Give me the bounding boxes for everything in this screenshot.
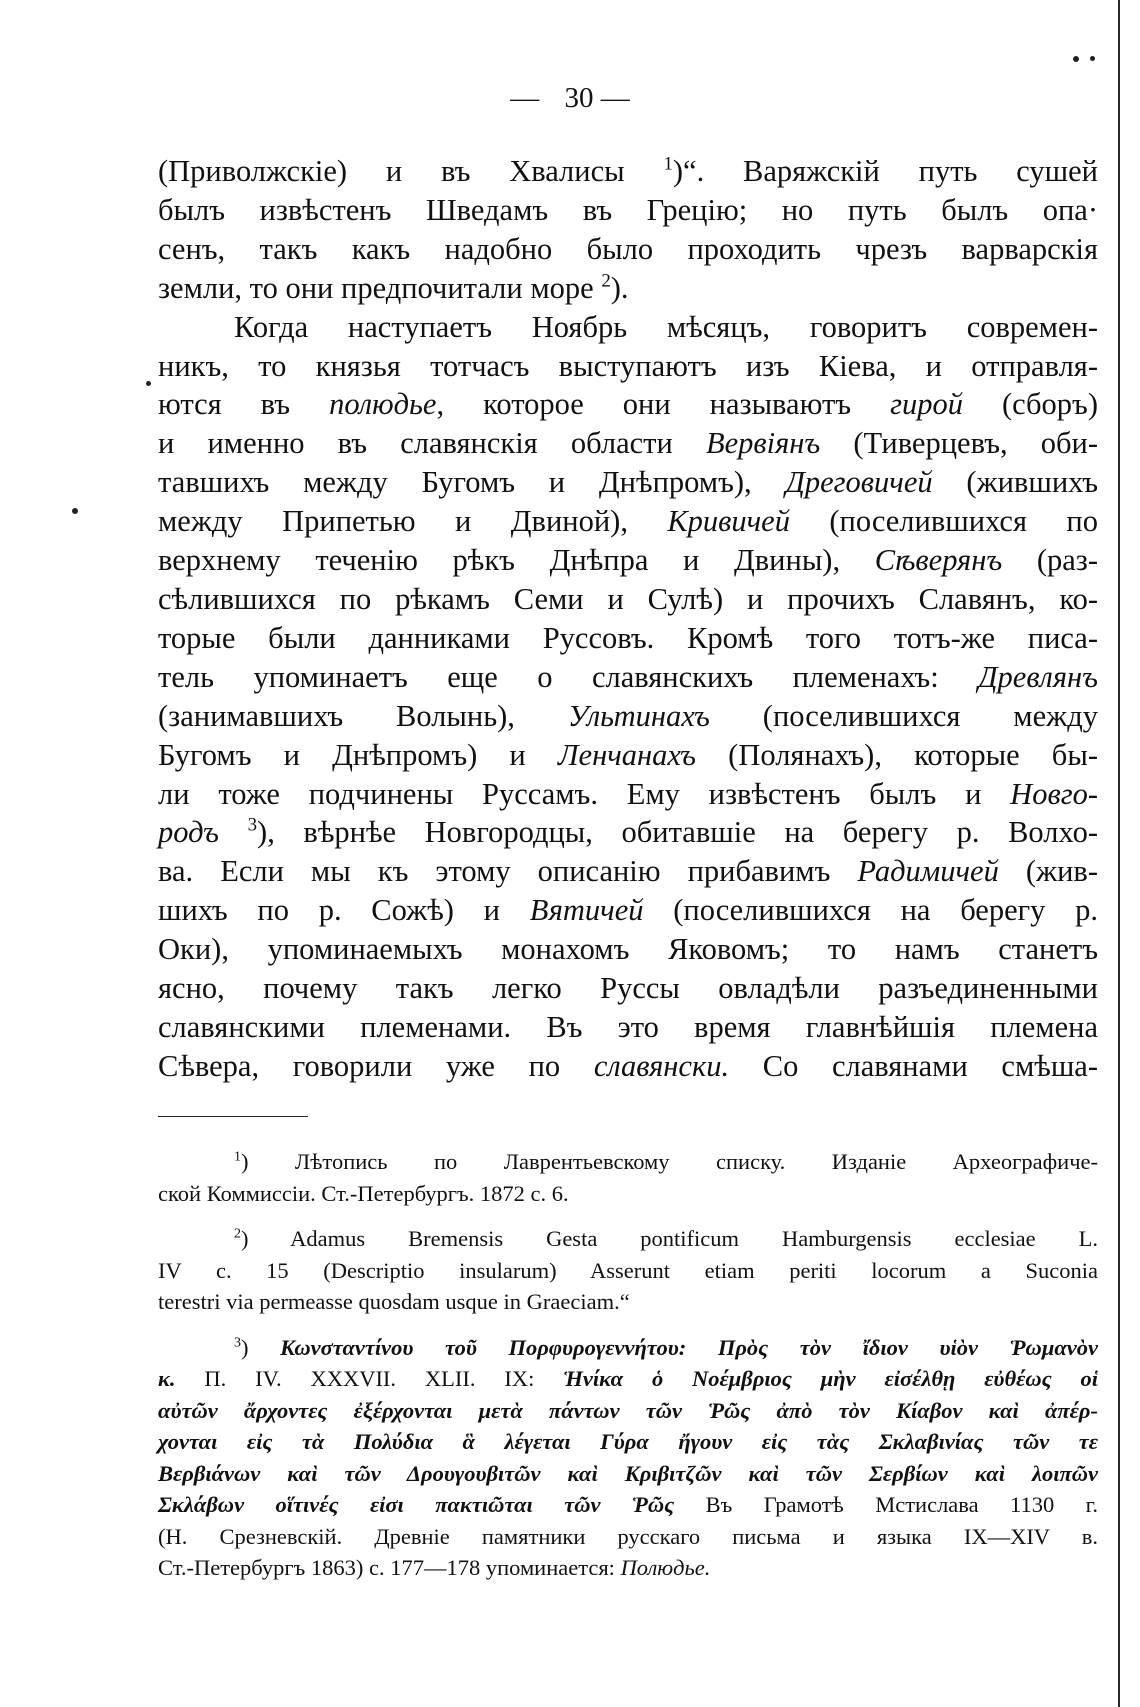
- italic-term: полюдье: [329, 387, 437, 422]
- greek-text: χονται εἰς τὰ Πολύδια ἃ λέγεται Γύρα ἤγουν εἰς τὰς Σκλαβινίας τῶν τε: [158, 1429, 1098, 1454]
- text-line: [158, 813, 1098, 852]
- text-line: [158, 930, 1098, 969]
- text-run: (поселившихся на берегу р.: [643, 893, 1098, 928]
- text-run: (Тиверцевъ, оби-: [820, 426, 1098, 461]
- text-run: Когда наступаетъ Ноябрь мѣсяцъ, говоритъ современ-: [234, 309, 1098, 344]
- text-run: terestri via permeasse quosdam usque in Graeciam.“: [158, 1289, 630, 1314]
- italic-term: Ленчанахъ: [557, 737, 697, 772]
- text-run: ясно, почему такъ легко Руссы овладѣли разъединенными: [158, 971, 1098, 1006]
- text-run: земли, то они предпочитали море: [158, 270, 602, 305]
- text-run: ской Коммиссіи. Ст.-Петербургъ. 1872 с. 6.: [158, 1180, 569, 1206]
- text-run: торые были данниками Руссовъ. Кромѣ того тотъ-же писа-: [158, 620, 1098, 655]
- greek-text: αὐτῶν ἄρχοντες ἐξέρχονται μετὰ πάντων τῶν Ῥῶς ἀπὸ τὸν Κίαβον καὶ ἀπέρ-: [158, 1397, 1098, 1423]
- text-run: )“. Варяжскій путь сушей: [672, 154, 1099, 188]
- text-run: тавшихъ между Бугомъ и Днѣпромъ),: [158, 465, 786, 500]
- text-line: [158, 424, 1098, 463]
- text-run: и именно въ славянскія области: [158, 426, 706, 461]
- text-run: (Н. Срезневскій. Древніе памятники русскаго письма и языка IX—XIV в.: [158, 1523, 1098, 1549]
- text-run: никъ, то князья тотчасъ выступаютъ изъ Кіева, и отправля-: [158, 348, 1098, 383]
- page-number: — 30 —: [510, 82, 630, 114]
- text-line: [158, 502, 1098, 541]
- italic-term: Древлянъ: [978, 659, 1098, 694]
- footnote-line: [158, 1458, 1098, 1490]
- footnote-ref: 3: [247, 815, 258, 837]
- text-run: (поселившихся по: [789, 504, 1098, 539]
- text-run: [219, 815, 248, 849]
- text-line: [158, 385, 1098, 424]
- italic-term: Вервіянъ: [705, 426, 821, 461]
- text-run: ): [240, 1334, 281, 1360]
- text-run: (Приволжскіе) и въ Хвалисы: [158, 154, 664, 188]
- footnotes: [158, 1146, 1098, 1598]
- page-edge-rule: [1118, 0, 1120, 1707]
- text-run: верхнему теченію рѣкъ Днѣпра и Двины),: [158, 543, 875, 578]
- italic-term: Ультинахъ: [567, 698, 710, 733]
- text-run: ются въ: [158, 387, 330, 422]
- italic-term: Кривичей: [667, 504, 790, 539]
- text-run: ва. Если мы къ этому описанію прибавимъ: [158, 854, 858, 889]
- text-run: (занимавшихъ Волынь),: [158, 698, 568, 733]
- text-run: Бугомъ и Днѣпромъ) и: [158, 737, 558, 772]
- footnote-line: [158, 1178, 1098, 1210]
- italic-term: Дреговичей: [785, 465, 933, 500]
- italic-term: славянски.: [593, 1048, 730, 1083]
- text-run: , которое они называютъ: [436, 387, 891, 422]
- text-run: Въ Грамотѣ Мстислава 1130 г.: [674, 1492, 1098, 1517]
- footnote-line: [158, 1521, 1098, 1553]
- text-line: [158, 191, 1098, 230]
- text-line: [158, 347, 1098, 386]
- scan-speck: [146, 381, 151, 386]
- footnote-line: [158, 1395, 1098, 1427]
- text-run: (жив-: [998, 854, 1098, 889]
- footnote-line: [158, 1552, 1098, 1584]
- footnote-ref: 2: [601, 270, 611, 292]
- text-run: Оки), упоминаемыхъ монахомъ Яковомъ; то намъ станетъ: [158, 932, 1098, 967]
- text-run: П. IV. XXXVII. XLII. IX:: [175, 1366, 564, 1391]
- text-line: [158, 969, 1098, 1008]
- greek-text: Κωνσταντίνου τοῦ Πορφυρογεννήτου: Πρὸς τὸν ἴδιον υἱὸν Ῥωμανὸν: [280, 1334, 1099, 1360]
- text-run: (поселившихся между: [709, 698, 1098, 733]
- text-line: [158, 736, 1098, 775]
- footnote-line: [158, 1146, 1098, 1178]
- footnote-line: [158, 1255, 1098, 1287]
- text-line: [158, 658, 1098, 697]
- text-run: ).: [610, 270, 629, 305]
- footnote-line: [158, 1426, 1098, 1458]
- footnote: [158, 1146, 1098, 1209]
- text-line: [158, 775, 1098, 814]
- text-run: былъ извѣстенъ Шведамъ въ Грецію; но путь былъ опа·: [158, 192, 1098, 227]
- text-line: [158, 697, 1098, 736]
- text-line: [158, 152, 1098, 191]
- italic-term: Сѣверянъ: [874, 543, 1003, 578]
- text-run: ) Лѣтопись по Лаврентьевскому списку. Изданіе Археографиче-: [240, 1149, 1098, 1174]
- text-run: тель упоминаетъ еще о славянскихъ племенахъ:: [158, 659, 979, 694]
- text-line: [158, 463, 1098, 502]
- text-run: между Припетью и Двиной),: [158, 504, 668, 539]
- greek-text: Σκλάβων οἵτινές εἰσι πακτιῶται τῶν Ῥῶς: [158, 1492, 675, 1517]
- greek-text: κ.: [158, 1366, 176, 1391]
- text-line: [158, 269, 1098, 308]
- footnote-line: [158, 1332, 1098, 1364]
- footnote-separator: [158, 1116, 308, 1117]
- footnote: [158, 1332, 1098, 1584]
- text-line: [158, 230, 1098, 269]
- text-line: [158, 1008, 1098, 1047]
- italic-term: Полюдье.: [620, 1555, 711, 1580]
- text-line: [158, 619, 1098, 658]
- text-line: [158, 852, 1098, 891]
- scan-speck: [1090, 56, 1095, 61]
- footnote-ref: 1: [234, 1149, 241, 1165]
- text-run: сѣлившихся по рѣкамъ Семи и Сулѣ) и прочихъ Славянъ, ко-: [158, 581, 1098, 616]
- footnote: [158, 1223, 1098, 1318]
- text-run: шихъ по р. Сожѣ) и: [158, 893, 530, 928]
- footnote-line: [158, 1363, 1098, 1395]
- text-run: сенъ, такъ какъ надобно было проходить чрезъ варварскія: [158, 231, 1098, 266]
- text-run: (Полянахъ), которые бы-: [696, 737, 1098, 772]
- footnote-line: [158, 1223, 1098, 1255]
- text-line: [158, 1047, 1098, 1086]
- footnote-line: [158, 1286, 1098, 1318]
- main-text: [158, 152, 1098, 1086]
- text-run: Сѣвера, говорили уже по: [158, 1048, 594, 1083]
- scan-speck: [72, 508, 78, 514]
- text-run: IV c. 15 (Descriptio insularum) Asserunt etiam periti locorum a Suconia: [158, 1257, 1098, 1283]
- text-run: ), вѣрнѣе Новгородцы, обитавшіе на берегу р. Волхо-: [257, 815, 1098, 850]
- text-run: (жившихъ: [932, 465, 1098, 500]
- greek-text: Ἡνίκα ὁ Νοέμβριος μὴν εἰσέλθῃ εὐθέως οἱ: [563, 1366, 1099, 1391]
- italic-term: гирой: [890, 387, 963, 422]
- scan-speck: [1073, 56, 1079, 62]
- italic-term: Вятичей: [529, 893, 644, 928]
- text-run: ли тоже подчинены Руссамъ. Ему извѣстенъ былъ и: [158, 776, 1011, 811]
- text-line: [158, 580, 1098, 619]
- footnote-ref: 1: [663, 153, 673, 175]
- text-line: [158, 541, 1098, 580]
- text-run: (раз-: [1002, 543, 1098, 578]
- italic-term: Радимичей: [857, 854, 999, 889]
- text-run: ) Adamus Bremensis Gesta pontificum Hamburgensis ecclesiae L.: [240, 1226, 1098, 1251]
- text-run: Со славянами смѣша-: [729, 1048, 1098, 1083]
- footnote-ref: 2: [234, 1226, 241, 1242]
- text-run: Ст.-Петербургъ 1863) с. 177—178 упоминается:: [158, 1555, 621, 1580]
- footnote-line: [158, 1489, 1098, 1521]
- greek-text: Βερβιάνων καὶ τῶν Δρουγουβιτῶν καὶ Κριβιτζῶν καὶ τῶν Σερβίων καὶ λοιπῶν: [158, 1460, 1098, 1486]
- text-line: [158, 308, 1098, 347]
- footnote-ref: 3: [234, 1335, 241, 1351]
- italic-term: Новго-: [1010, 776, 1098, 811]
- text-run: (сборъ): [962, 387, 1098, 422]
- text-line: [158, 891, 1098, 930]
- text-run: славянскими племенами. Въ это время главнѣйшія племена: [158, 1009, 1098, 1044]
- italic-term: родъ: [158, 815, 219, 850]
